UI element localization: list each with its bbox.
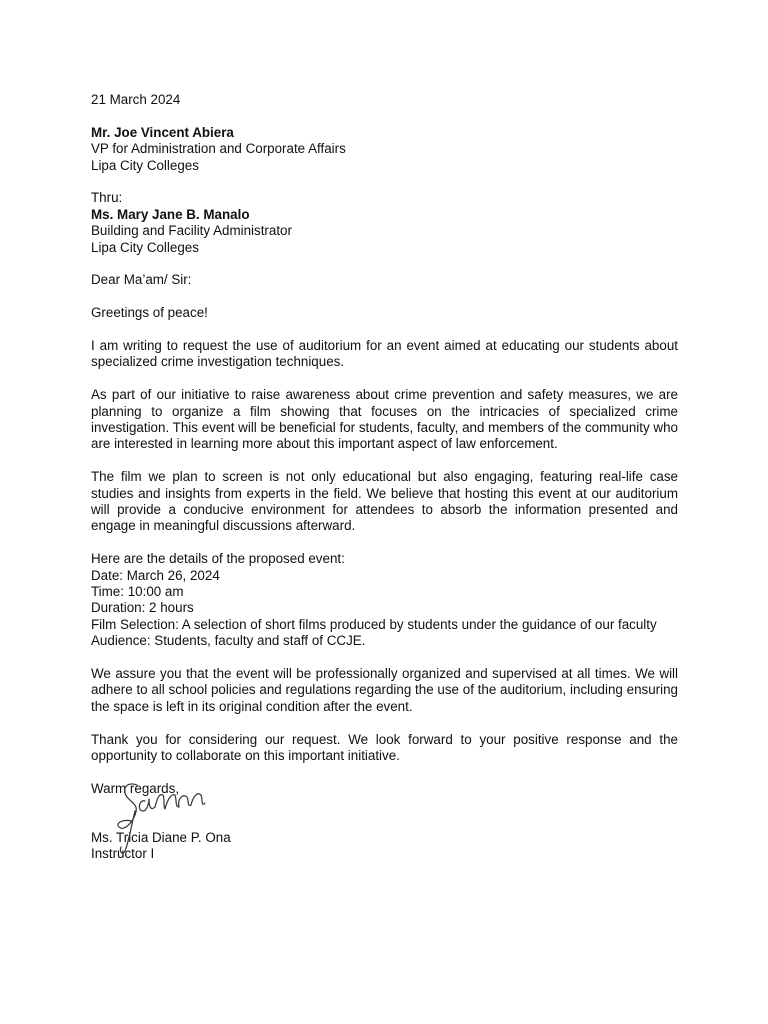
thru-name: Ms. Mary Jane B. Manalo: [91, 206, 250, 222]
spacer: [91, 535, 678, 551]
spacer: [91, 108, 678, 124]
salutation: Dear Ma’am/ Sir:: [91, 272, 192, 288]
spacer: [91, 289, 678, 305]
spacer: [91, 765, 678, 781]
spacer: [91, 371, 678, 387]
spacer: [91, 797, 678, 813]
spacer: [91, 322, 678, 338]
details-intro: Here are the details of the proposed event:: [91, 551, 345, 567]
details-audience: Audience: Students, faculty and staff of CCJE.: [91, 633, 366, 649]
sender-name: Ms. Tricia Diane P. Ona: [91, 830, 231, 846]
spacer: [91, 650, 678, 666]
details-duration: Duration: 2 hours: [91, 600, 194, 616]
thru-label: Thru:: [91, 190, 123, 206]
letter-date: 21 March 2024: [91, 92, 181, 107]
event-details: [91, 551, 678, 649]
details-date: Date: March 26, 2024: [91, 567, 220, 583]
recipient-name: Mr. Joe Vincent Abiera: [91, 124, 234, 140]
details-time: Time: 10:00 am: [91, 584, 184, 600]
thru-title: Building and Facility Administrator: [91, 223, 292, 239]
spacer: [91, 256, 678, 272]
spacer: [91, 715, 678, 731]
thru-org: Lipa City Colleges: [91, 239, 199, 255]
closing: Warm regards,: [91, 780, 180, 796]
recipient-block: [91, 125, 678, 174]
details-film: Film Selection: A selection of short films produced by students under the guidance of our faculty: [91, 616, 657, 632]
paragraph-initiative: As part of our initiative to raise awareness about crime prevention and safety measures, we are planning to organize a film showing that focuses on the intricacies of specialized crime investigation. This event will be beneficial for students, faculty, and members of the community who are interested in learning more about this important aspect of law enforcement.: [91, 387, 678, 452]
recipient-org: Lipa City Colleges: [91, 157, 199, 173]
signature-block: [91, 781, 678, 863]
spacer: [91, 174, 678, 190]
paragraph-request: I am writing to request the use of auditorium for an event aimed at educating our students about specialized crime investigation techniques.: [91, 338, 678, 370]
recipient-title: VP for Administration and Corporate Affairs: [91, 141, 346, 157]
greeting: Greetings of peace!: [91, 305, 208, 321]
letter-body: [91, 92, 678, 863]
paragraph-thanks: Thank you for considering our request. We look forward to your positive response and the opportunity to collaborate on this important initiative.: [91, 731, 678, 764]
thru-block: [91, 190, 678, 256]
paragraph-film: The film we plan to screen is not only educational but also engaging, featuring real-life case studies and insights from experts in the field. We believe that hosting this event at our auditorium will provide a conducive environment for attendees to absorb the information presented and engage in meaningful discussions afterward.: [91, 469, 678, 534]
spacer: [91, 453, 678, 469]
paragraph-assurance: We assure you that the event will be professionally organized and supervised at all times. We will adhere to all school policies and regulations regarding the use of the auditorium, including ensuring the space is left in its original condition after the event.: [91, 666, 678, 714]
sender-title: Instructor I: [91, 846, 155, 862]
spacer: [91, 814, 678, 830]
